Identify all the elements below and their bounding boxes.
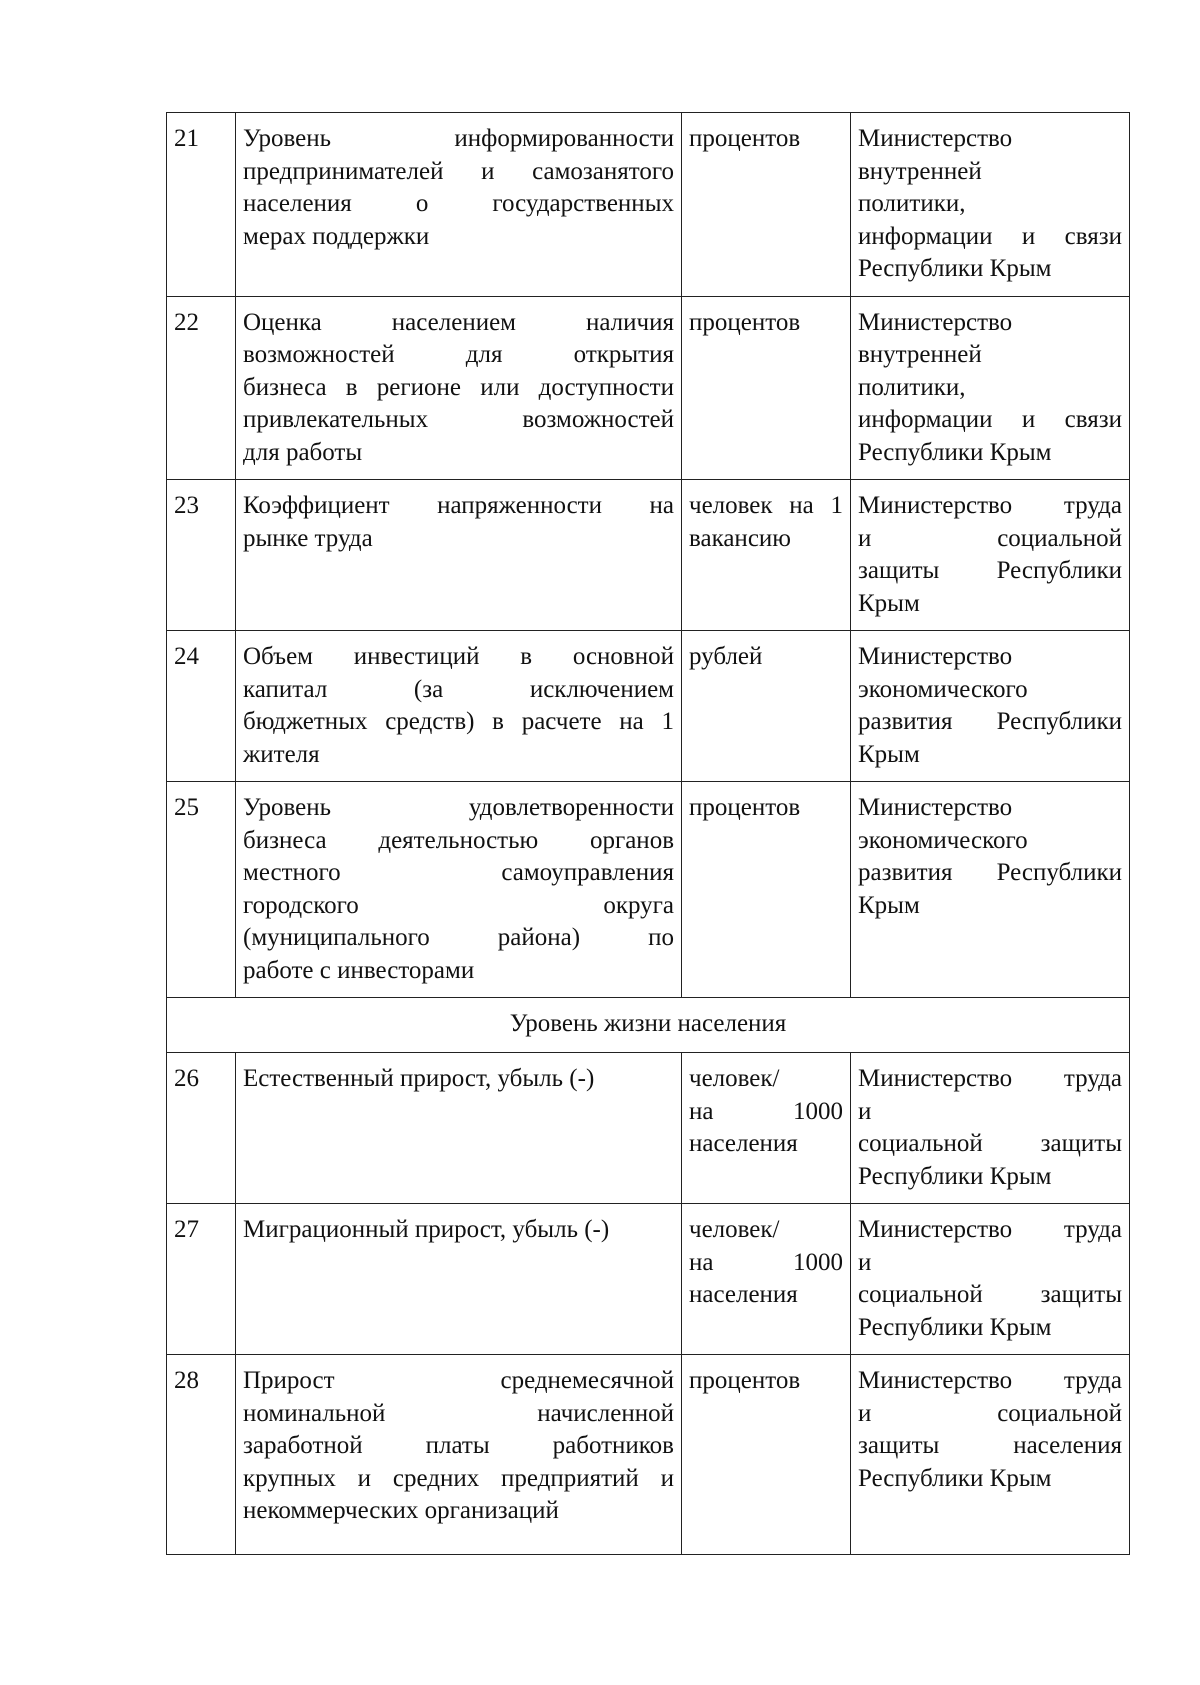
responsible-body	[851, 1053, 1130, 1204]
indicator-name-line: бюджетных средств) в расчете на 1	[243, 708, 674, 735]
responsible-body-line: Крым	[858, 891, 920, 919]
indicator-name-line: бизнеса деятельностью органов	[243, 826, 674, 854]
responsible-body-line: и социальной	[858, 524, 1122, 552]
responsible-body-line: Министерство	[858, 794, 1013, 821]
unit-of-measure-line: процентов	[689, 794, 801, 821]
unit-of-measure	[682, 480, 851, 631]
unit-of-measure	[682, 1053, 851, 1204]
responsible-body-line: информации и связи	[858, 406, 1122, 433]
responsible-body-line: Министерство труда	[858, 1367, 1122, 1394]
table-row	[167, 782, 1130, 998]
indicator-name-line: жителя	[243, 740, 320, 768]
table-row	[167, 631, 1130, 782]
responsible-body-line: Министерство	[858, 125, 1013, 152]
indicator-name	[236, 782, 682, 998]
responsible-body-line: Республики Крым	[858, 1313, 1052, 1341]
indicator-name-line: работе с инвесторами	[243, 956, 475, 984]
row-number: 28	[167, 1355, 236, 1555]
table-row	[167, 113, 1130, 297]
table-row	[167, 1053, 1130, 1204]
responsible-body-line: и	[858, 1248, 872, 1276]
unit-of-measure	[682, 782, 851, 998]
table-row	[167, 1355, 1130, 1555]
responsible-body-line: экономического	[858, 826, 1028, 854]
responsible-body	[851, 480, 1130, 631]
responsible-body-line: и социальной	[858, 1399, 1122, 1427]
indicators-table-body	[167, 113, 1130, 1555]
indicator-name-line: крупных и средних предприятий и	[243, 1464, 674, 1492]
indicator-name-line: Уровень удовлетворенности	[243, 794, 674, 821]
responsible-body-line: экономического	[858, 675, 1028, 703]
indicator-name-line: бизнеса в регионе или доступности	[243, 373, 674, 401]
indicator-name-line: рынке труда	[243, 524, 373, 552]
responsible-body-line: социальной защиты	[858, 1130, 1122, 1157]
indicator-name	[236, 113, 682, 297]
responsible-body-line: Министерство труда	[858, 492, 1122, 519]
indicator-name-line: некоммерческих организаций	[243, 1497, 559, 1524]
responsible-body-line: информации и связи	[858, 222, 1122, 250]
row-number: 25	[167, 782, 236, 998]
row-number: 23	[167, 480, 236, 631]
responsible-body	[851, 782, 1130, 998]
indicator-name-line: Объем инвестиций в основной	[243, 643, 674, 670]
unit-of-measure-line: человек/	[689, 1065, 780, 1092]
unit-of-measure-line: процентов	[689, 308, 801, 336]
responsible-body-line: развития Республики	[858, 859, 1122, 886]
row-number: 21	[167, 113, 236, 297]
table-row	[167, 480, 1130, 631]
table-row	[167, 1204, 1130, 1355]
responsible-body-line: Крым	[858, 589, 920, 617]
section-row	[167, 998, 1130, 1053]
unit-of-measure	[682, 296, 851, 480]
responsible-body-line: Республики Крым	[858, 1162, 1052, 1190]
indicators-table	[166, 112, 1130, 1555]
responsible-body-line: внутренней	[858, 341, 982, 368]
responsible-body-line: политики,	[858, 190, 966, 217]
unit-of-measure-line: населения	[689, 1281, 798, 1308]
indicator-name-line: номинальной начисленной	[243, 1399, 674, 1427]
responsible-body	[851, 1355, 1130, 1555]
indicator-name	[236, 631, 682, 782]
indicator-name-line: (муниципального района) по	[243, 924, 674, 951]
indicator-name	[236, 1355, 682, 1555]
responsible-body	[851, 113, 1130, 297]
responsible-body-line: социальной защиты	[858, 1281, 1122, 1308]
indicator-name	[236, 480, 682, 631]
responsible-body-line: Республики Крым	[858, 255, 1052, 282]
responsible-body	[851, 631, 1130, 782]
indicator-name-line: Прирост среднемесячной	[243, 1367, 674, 1394]
row-number: 22	[167, 296, 236, 480]
indicator-name-line: Естественный прирост, убыль (-)	[243, 1065, 595, 1092]
unit-of-measure	[682, 113, 851, 297]
responsible-body-line: защиты Республики	[858, 557, 1122, 584]
responsible-body-line: Министерство труда	[858, 1065, 1122, 1092]
responsible-body-line: Министерство труда	[858, 1216, 1122, 1243]
row-number: 26	[167, 1053, 236, 1204]
indicator-name-line: Оценка населением наличия	[243, 308, 674, 336]
indicator-name	[236, 1053, 682, 1204]
row-number: 27	[167, 1204, 236, 1355]
unit-of-measure	[682, 1204, 851, 1355]
unit-of-measure-line: человек на 1	[689, 492, 843, 519]
table-row	[167, 296, 1130, 480]
responsible-body-line: развития Республики	[858, 708, 1122, 735]
responsible-body-line: Министерство	[858, 308, 1013, 336]
indicator-name	[236, 1204, 682, 1355]
indicator-name	[236, 296, 682, 480]
responsible-body-line: Республики Крым	[858, 1464, 1052, 1492]
unit-of-measure	[682, 1355, 851, 1555]
responsible-body-line: политики,	[858, 373, 966, 401]
indicator-name-line: местного самоуправления	[243, 859, 674, 886]
unit-of-measure-line: процентов	[689, 1367, 801, 1394]
unit-of-measure	[682, 631, 851, 782]
unit-of-measure-line: процентов	[689, 125, 801, 152]
responsible-body-line: защиты населения	[858, 1432, 1122, 1459]
unit-of-measure-line: на 1000	[689, 1097, 843, 1125]
unit-of-measure-line: человек/	[689, 1216, 780, 1243]
responsible-body-line: внутренней	[858, 157, 982, 185]
indicator-name-line: Уровень информированности	[243, 125, 674, 152]
unit-of-measure-line: вакансию	[689, 524, 791, 552]
row-number: 24	[167, 631, 236, 782]
responsible-body-line: Республики Крым	[858, 438, 1052, 466]
indicator-name-line: Коэффициент напряженности на	[243, 492, 674, 519]
indicator-name-line: Миграционный прирост, убыль (-)	[243, 1216, 610, 1243]
unit-of-measure-line: на 1000	[689, 1248, 843, 1276]
indicator-name-line: для работы	[243, 438, 363, 466]
responsible-body-line: Министерство	[858, 643, 1013, 670]
responsible-body-line: Крым	[858, 740, 920, 768]
indicator-name-line: предпринимателей и самозанятого	[243, 157, 674, 185]
indicator-name-line: мерах поддержки	[243, 222, 430, 250]
unit-of-measure-line: населения	[689, 1130, 798, 1157]
indicator-name-line: заработной платы работников	[243, 1432, 674, 1459]
indicator-name-line: городского округа	[243, 891, 674, 919]
responsible-body-line: и	[858, 1097, 872, 1125]
responsible-body	[851, 1204, 1130, 1355]
unit-of-measure-line: рублей	[689, 643, 763, 670]
responsible-body	[851, 296, 1130, 480]
indicator-name-line: возможностей для открытия	[243, 341, 674, 368]
indicator-name-line: капитал (за исключением	[243, 675, 674, 703]
indicator-name-line: привлекательных возможностей	[243, 406, 674, 433]
section-title: Уровень жизни населения	[167, 998, 1130, 1053]
indicator-name-line: населения о государственных	[243, 190, 674, 217]
